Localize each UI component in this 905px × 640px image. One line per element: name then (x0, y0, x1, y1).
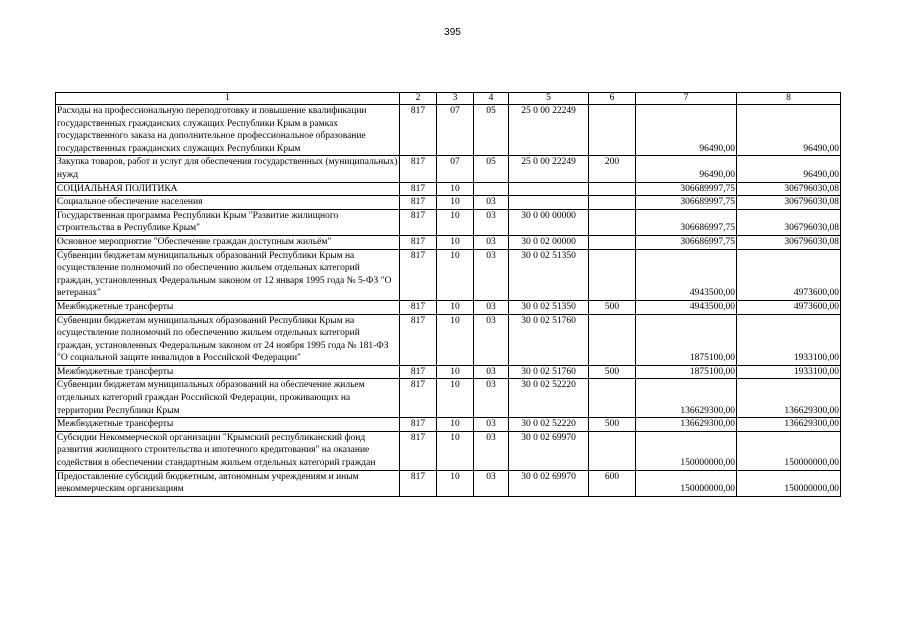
amount-column-8: 306796030,08 (737, 235, 841, 249)
amount-column-7: 306686997,75 (636, 235, 737, 249)
amount-column-8: 1933100,00 (737, 314, 841, 365)
item-name: Межбюджетные трансферты (56, 418, 400, 432)
amount-column-7: 306686997,75 (636, 209, 737, 235)
item-name: Основное мероприятие "Обеспечение граждан доступным жильём" (56, 235, 400, 249)
section-code: 10 (437, 418, 474, 432)
section-code: 10 (437, 249, 474, 300)
amount-column-8: 1933100,00 (737, 365, 841, 379)
section-code: 10 (437, 365, 474, 379)
subsection-code: 03 (474, 196, 509, 210)
table-row (56, 365, 841, 379)
ministry-code: 817 (400, 379, 437, 418)
target-article-code (509, 182, 589, 196)
target-article-code: 30 0 02 52220 (509, 379, 589, 418)
table-row (56, 470, 841, 496)
expense-type-code: 500 (589, 300, 636, 314)
target-article-code: 30 0 02 51350 (509, 249, 589, 300)
ministry-code: 817 (400, 209, 437, 235)
target-article-code: 30 0 02 69970 (509, 470, 589, 496)
item-name: Закупка товаров, работ и услуг для обеспечения государственных (муниципальных) нужд (56, 156, 400, 182)
expense-type-code: 600 (589, 470, 636, 496)
expense-type-code (589, 379, 636, 418)
column-header: 3 (437, 93, 474, 105)
section-code: 10 (437, 196, 474, 210)
expense-type-code (589, 249, 636, 300)
section-code: 10 (437, 300, 474, 314)
amount-column-7: 4943500,00 (636, 249, 737, 300)
subsection-code: 05 (474, 105, 509, 156)
table-row (56, 105, 841, 156)
section-code: 07 (437, 156, 474, 182)
expense-type-code (589, 235, 636, 249)
amount-column-7: 136629300,00 (636, 418, 737, 432)
subsection-code: 03 (474, 314, 509, 365)
subsection-code: 03 (474, 379, 509, 418)
expense-type-code (589, 196, 636, 210)
table-header-row (56, 93, 841, 105)
column-header: 6 (589, 93, 636, 105)
amount-column-7: 306689997,75 (636, 182, 737, 196)
ministry-code: 817 (400, 470, 437, 496)
target-article-code: 30 0 02 51760 (509, 365, 589, 379)
table-row (56, 182, 841, 196)
target-article-code: 30 0 02 51760 (509, 314, 589, 365)
ministry-code: 817 (400, 314, 437, 365)
table-row (56, 379, 841, 418)
subsection-code: 03 (474, 431, 509, 470)
amount-column-8: 150000000,00 (737, 431, 841, 470)
amount-column-8: 150000000,00 (737, 470, 841, 496)
amount-column-7: 150000000,00 (636, 431, 737, 470)
table-row (56, 314, 841, 365)
expense-type-code (589, 105, 636, 156)
column-header: 5 (509, 93, 589, 105)
ministry-code: 817 (400, 300, 437, 314)
column-header: 7 (636, 93, 737, 105)
ministry-code: 817 (400, 431, 437, 470)
section-code: 10 (437, 379, 474, 418)
subsection-code (474, 182, 509, 196)
column-header: 8 (737, 93, 841, 105)
amount-column-8: 136629300,00 (737, 418, 841, 432)
item-name: Государственная программа Республики Крым "Развитие жилищного строительства в Республике Крым" (56, 209, 400, 235)
ministry-code: 817 (400, 196, 437, 210)
subsection-code: 03 (474, 300, 509, 314)
target-article-code: 25 0 00 22249 (509, 105, 589, 156)
amount-column-7: 96490,00 (636, 156, 737, 182)
item-name: Субвенции бюджетам муниципальных образований Республики Крым на осуществление полномочий по обеспечению жильем отдельных категорий граждан, установленных Федеральным законом от 12 января 1995 года № 5-ФЗ "О ветеранах" (56, 249, 400, 300)
amount-column-7: 96490,00 (636, 105, 737, 156)
page-number: 395 (444, 27, 461, 38)
amount-column-8: 96490,00 (737, 105, 841, 156)
amount-column-8: 306796030,08 (737, 182, 841, 196)
table-row (56, 235, 841, 249)
expense-type-code (589, 182, 636, 196)
expense-type-code (589, 209, 636, 235)
section-code: 10 (437, 209, 474, 235)
section-code: 10 (437, 235, 474, 249)
target-article-code: 25 0 00 22249 (509, 156, 589, 182)
table-row (56, 196, 841, 210)
target-article-code: 30 0 02 69970 (509, 431, 589, 470)
amount-column-7: 150000000,00 (636, 470, 737, 496)
target-article-code: 30 0 02 00000 (509, 235, 589, 249)
item-name: Субвенции бюджетам муниципальных образований Республики Крым на осуществление полномочий по обеспечению жильем отдельных категорий граждан, установленных Федеральным законом от 24 ноября 1995 года № 181-ФЗ "О социальной защите инвалидов в Российской Федерации" (56, 314, 400, 365)
amount-column-8: 306796030,08 (737, 196, 841, 210)
item-name: Социальное обеспечение населения (56, 196, 400, 210)
expense-type-code: 500 (589, 418, 636, 432)
item-name: Предоставление субсидий бюджетным, автономным учреждениям и иным некоммерческим организациям (56, 470, 400, 496)
expense-type-code: 500 (589, 365, 636, 379)
section-code: 10 (437, 470, 474, 496)
ministry-code: 817 (400, 156, 437, 182)
table-row (56, 418, 841, 432)
column-header: 4 (474, 93, 509, 105)
expense-type-code (589, 314, 636, 365)
ministry-code: 817 (400, 365, 437, 379)
expense-type-code: 200 (589, 156, 636, 182)
amount-column-8: 306796030,08 (737, 209, 841, 235)
table-row (56, 156, 841, 182)
section-code: 10 (437, 182, 474, 196)
target-article-code (509, 196, 589, 210)
amount-column-7: 136629300,00 (636, 379, 737, 418)
table-row (56, 300, 841, 314)
section-code: 10 (437, 314, 474, 365)
subsection-code: 03 (474, 418, 509, 432)
subsection-code: 03 (474, 470, 509, 496)
item-name: Субсидии Некоммерческой организации "Крымский республиканский фонд развития жилищного строительства и ипотечного кредитования" на оказание содействия в обеспечении стандартным жильем отдельных категорий граждан (56, 431, 400, 470)
item-name: Межбюджетные трансферты (56, 300, 400, 314)
subsection-code: 03 (474, 249, 509, 300)
item-name: Межбюджетные трансферты (56, 365, 400, 379)
section-code: 07 (437, 105, 474, 156)
item-name: Субвенции бюджетам муниципальных образований на обеспечение жильем отдельных категорий граждан Российской Федерации, проживающих на территории Республики Крым (56, 379, 400, 418)
table-row (56, 249, 841, 300)
item-name: СОЦИАЛЬНАЯ ПОЛИТИКА (56, 182, 400, 196)
target-article-code: 30 0 00 00000 (509, 209, 589, 235)
ministry-code: 817 (400, 235, 437, 249)
amount-column-7: 1875100,00 (636, 314, 737, 365)
subsection-code: 03 (474, 365, 509, 379)
expense-type-code (589, 431, 636, 470)
budget-table (55, 92, 841, 497)
subsection-code: 03 (474, 209, 509, 235)
amount-column-8: 136629300,00 (737, 379, 841, 418)
table-row (56, 209, 841, 235)
subsection-code: 03 (474, 235, 509, 249)
amount-column-7: 4943500,00 (636, 300, 737, 314)
section-code: 10 (437, 431, 474, 470)
amount-column-7: 306689997,75 (636, 196, 737, 210)
item-name: Расходы на профессиональную переподготовку и повышение квалификации государственных гражданских служащих Республики Крым в рамках государственного заказа на дополнительное профессиональное образование государственных гражданских служащих Республики Крым (56, 105, 400, 156)
amount-column-8: 4973600,00 (737, 249, 841, 300)
column-header: 2 (400, 93, 437, 105)
column-header: 1 (56, 93, 400, 105)
target-article-code: 30 0 02 52220 (509, 418, 589, 432)
ministry-code: 817 (400, 105, 437, 156)
target-article-code: 30 0 02 51350 (509, 300, 589, 314)
ministry-code: 817 (400, 182, 437, 196)
subsection-code: 05 (474, 156, 509, 182)
amount-column-8: 4973600,00 (737, 300, 841, 314)
table-row (56, 431, 841, 470)
amount-column-7: 1875100,00 (636, 365, 737, 379)
amount-column-8: 96490,00 (737, 156, 841, 182)
ministry-code: 817 (400, 418, 437, 432)
ministry-code: 817 (400, 249, 437, 300)
